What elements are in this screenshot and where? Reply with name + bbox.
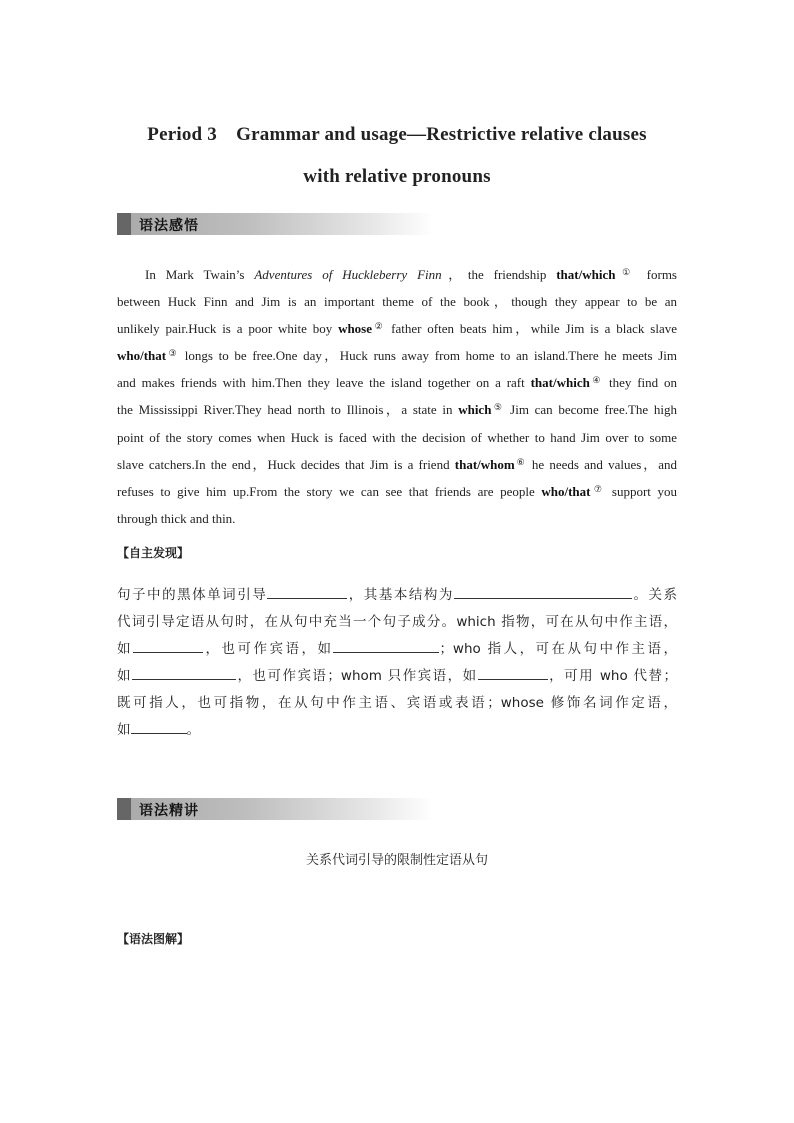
diagram-tag: 【语法图解】 [117,932,190,946]
discovery-text: 既可指人，也可指物，在从句中作主语、宾语或表语；whose 修饰名词作定语， [117,695,677,711]
reading-passage [117,261,677,532]
passage-line [117,451,677,478]
passage-text: support you [605,483,677,499]
relative-pronoun: that/which [556,267,616,282]
passage-text: point of the story comes when Huck is faced with the decision of whether to hand Jim over to some [117,429,677,445]
footnote-marker: ⑥ [514,456,527,467]
discovery-text: ，也可作宾语；whom 只作宾语，如 [236,668,478,684]
passage-text: In Mark Twain’s [145,267,255,282]
section-header-grammar-explanation [117,798,433,820]
relative-pronoun: which [458,402,492,418]
discovery-text: 句子中的黑体单词引导 [117,587,268,603]
discovery-text: ，也可作宾语，如 [203,641,334,657]
passage-text: he needs and values，and [526,456,677,472]
passage-text: the Mississippi River.They head north to Illinois，a state in [117,402,459,418]
passage-text: and makes friends with him.Then they leave the island together on a raft [117,375,531,391]
passage-text: Jim can become free.The high [504,402,678,418]
passage-text: forms [636,267,677,282]
discovery-line [117,609,677,636]
relative-pronoun: who/that [541,483,591,499]
passage-text: through thick and thin. [117,510,236,526]
discovery-text: ，其基本结构为 [347,587,454,603]
page-title-line2: with relative pronouns [303,166,491,187]
section-header-label: 语法感悟 [139,218,199,234]
book-title: Adventures of Huckleberry Finn [254,267,442,282]
answer-blank[interactable] [131,719,187,734]
footnote-marker: ① [615,267,637,277]
footnote-marker: ③ [166,348,180,359]
answer-blank[interactable] [478,665,548,680]
discovery-line [117,663,677,690]
answer-blank[interactable] [454,584,632,599]
passage-line [117,424,677,451]
relative-pronoun: who/that [117,348,167,364]
discovery-line [117,636,677,663]
section-marker-bar [117,798,131,820]
answer-blank[interactable] [333,638,439,653]
passage-line [117,369,677,396]
passage-text: longs to be free.One day，Huck runs away from home to an island.There he meets Jim [179,348,677,364]
relative-pronoun: that/whom [454,456,515,472]
section-header-grammar-insight [117,213,433,235]
footnote-marker: ⑤ [491,402,505,413]
discovery-text: 。 [186,722,200,738]
discovery-tag: 【自主发现】 [117,546,190,560]
passage-text: between Huck Finn and Jim is an important theme of the book，though they appear to be an [117,294,677,310]
passage-line [117,315,677,342]
answer-blank[interactable] [267,584,347,599]
answer-blank[interactable] [132,665,236,680]
footnote-marker: ④ [589,375,604,386]
relative-pronoun: that/which [530,375,590,391]
answer-blank[interactable] [133,638,203,653]
page-title-line1: Period 3 Grammar and usage—Restrictive relative clauses [147,124,647,145]
section-header-label: 语法精讲 [139,803,199,819]
passage-line [117,261,677,288]
passage-line [117,288,677,315]
discovery-text: 如 [117,668,132,684]
subsection-title: 关系代词引导的限制性定语从句 [305,853,488,868]
discovery-text: 如 [117,641,133,657]
footnote-marker: ⑦ [590,483,606,494]
passage-text: father often beats him，while Jim is a black slave [385,321,677,337]
passage-line [117,478,677,505]
passage-text: they find on [603,375,677,391]
discovery-text: 如 [117,722,131,738]
passage-line [117,342,677,369]
discovery-line [117,582,677,609]
discovery-text: ；who 指人，可在从句中作主语， [439,641,678,657]
discovery-line [117,690,677,717]
passage-line [117,396,677,423]
passage-line [117,505,677,532]
footnote-marker: ② [372,321,386,332]
passage-text: slave catchers.In the end，Huck decides that Jim is a friend [117,456,455,472]
passage-text: refuses to give him up.From the story we can see that friends are people [117,483,542,499]
discovery-text: 。关系 [631,587,678,603]
discovery-line [117,717,677,744]
discovery-text: ，可用 who 代替； [547,668,677,684]
relative-pronoun: whose [338,321,373,337]
passage-text: ，the friendship [441,267,557,282]
passage-text: unlikely pair.Huck is a poor white boy [117,321,339,337]
section-marker-bar [117,213,131,235]
discovery-text: 代词引导定语从句时，在从句中充当一个句子成分。which 指物，可在从句中作主语， [117,614,677,630]
discovery-exercise [117,582,677,744]
